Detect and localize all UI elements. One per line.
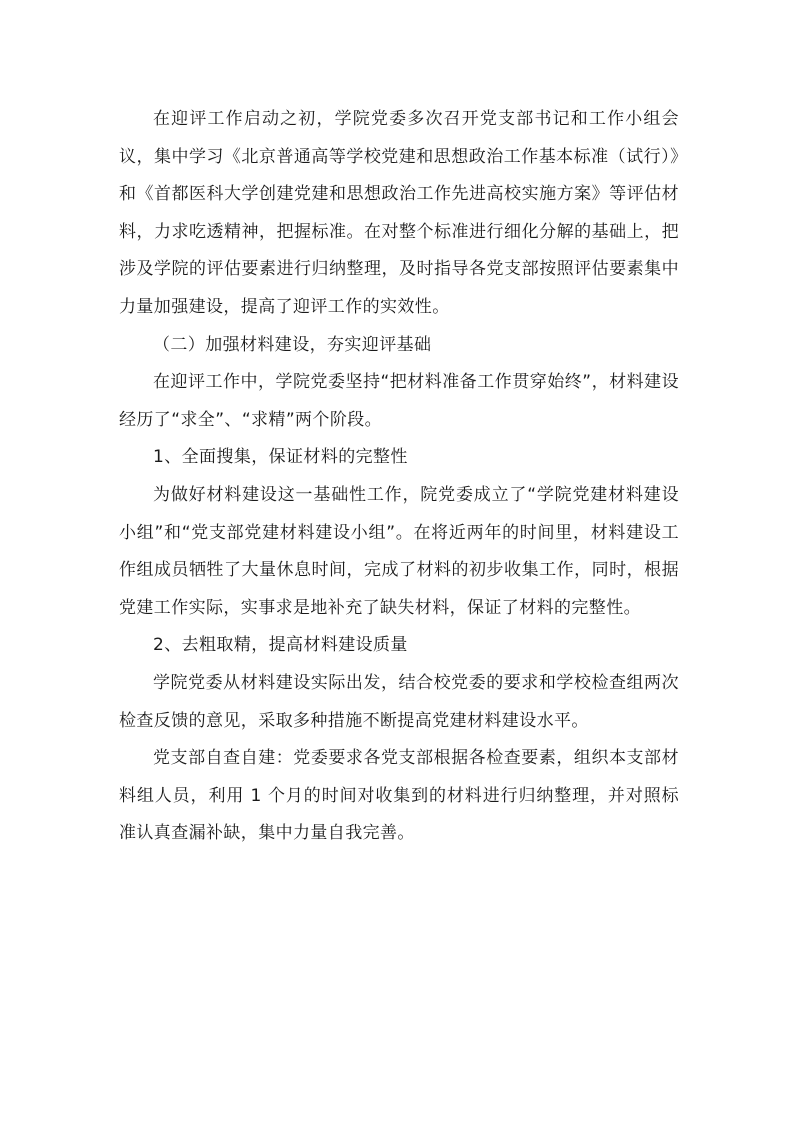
subheading-refine-quality: 2、去粗取精，提高材料建设质量 bbox=[153, 635, 408, 656]
paragraph-evaluation-start: 在迎评工作启动之初，学院党委多次召开党支部书记和工作小组会议，集中学习《北京普通高等学校党建和思想政治工作基本标准（试行）》和《首都医科大学创建党建和思想政治工作先进高校实施方案》等评估材料，力求吃透精神，把握标准。在对整个标准进行细化分解的基础上，把涉及学院的评估要素进行归纳整理，及时指导各党支部按照评估要素集中力量加强建设，提高了迎评工作的实效性。 bbox=[119, 109, 679, 317]
paragraph-improve-quality: 学院党委从材料建设实际出发，结合校党委的要求和学校检查组两次检查反馈的意见，采取多种措施不断提高党建材料建设水平。 bbox=[119, 672, 679, 731]
section-heading-material-building: （二）加强材料建设，夯实迎评基础 bbox=[153, 334, 432, 355]
paragraph-material-groups: 为做好材料建设这一基础性工作，院党委成立了“学院党建材料建设小组”和“党支部党建材料建设小组”。在将近两年的时间里，材料建设工作组成员牺牲了大量休息时间，完成了材料的初步收集工作，同时，根据党建工作实际，实事求是地补充了缺失材料，保证了材料的完整性。 bbox=[119, 484, 679, 618]
subheading-comprehensive-collection: 1、全面搜集，保证材料的完整性 bbox=[153, 447, 408, 468]
paragraph-branch-self-check: 党支部自查自建：党委要求各党支部根据各检查要素，组织本支部材料组人员，利用 1 个月的时间对收集到的材料进行归纳整理，并对照标准认真查漏补缺，集中力量自我完善。 bbox=[119, 748, 679, 844]
document-body bbox=[119, 101, 679, 853]
paragraph-material-stages: 在迎评工作中，学院党委坚持“把材料准备工作贯穿始终”，材料建设经历了“求全”、“求精”两个阶段。 bbox=[119, 372, 679, 430]
